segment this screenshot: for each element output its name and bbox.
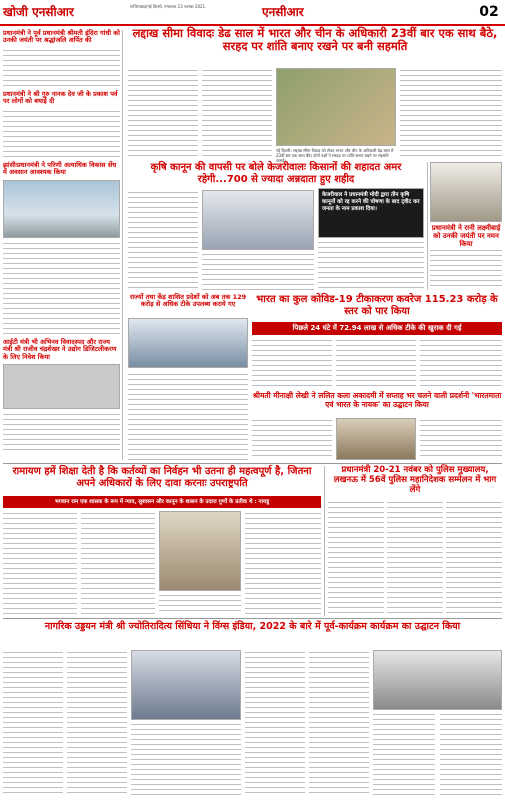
exhibition-photo xyxy=(336,418,416,460)
section-rule xyxy=(3,463,502,464)
kejriwal-headline: कृषि कानून की वापसी पर बोले केजरीवालः किसानों की शहादत अमर रहेगी...700 से ज्यादा अन्नदाता हुए शहीद xyxy=(150,162,402,185)
scindia-body xyxy=(67,650,127,796)
ramayan-body xyxy=(81,511,155,615)
event-photo xyxy=(3,364,120,409)
kejriwal-quote-box xyxy=(318,188,424,238)
ramayan-headline: रामायण हमें शिक्षा देती है कि कर्तव्यों का निर्वहन भी उतना ही महत्वपूर्ण है, जितना अपने अधिकारों के लिए दावा करनाः उपराष्ट्रपति xyxy=(12,466,312,489)
ramayan-subhead: भगवान राम एक शासक के रूप में न्याय, सुशासन और कानून के शासन के उदात्त गुणों के प्रतीक थे : नायडू xyxy=(3,496,321,508)
covid-body xyxy=(252,338,332,388)
covid-body xyxy=(336,338,416,388)
column-divider xyxy=(324,466,325,616)
scindia-body xyxy=(373,712,435,796)
helicopter-photo xyxy=(3,180,120,238)
lead-headline: लद्दाख सीमा विवादः डेढ साल में भारत और चीन के अधिकारी 23वीं बार एक साथ बैठे, सरहद पर शांति बनाए रखने पर बनी सहमति xyxy=(132,26,498,54)
scindia-body xyxy=(3,650,63,796)
police-body xyxy=(328,500,384,615)
column-divider xyxy=(427,162,428,290)
police-headline: प्रधानमंत्री 20-21 नवंबर को पुलिस मुख्यालय, लखनऊ में 56वें पुलिस महानिदेशक सम्मेलन में भाग लेंगे xyxy=(333,465,497,495)
modi-photo xyxy=(430,162,502,222)
laxmibai-body xyxy=(430,248,502,290)
scindia-headline: नागरिक उड्डयन मंत्री श्री ज्योतिरादित्य सिंधिया ने विंग्स इंडिया, 2022 के बारे में पूर्व-कार्यक्रम कार्यक्रम का उद्घाटन किया xyxy=(44,621,461,632)
ramayan-body xyxy=(245,511,321,615)
lead-body-col1 xyxy=(128,68,198,160)
article-body xyxy=(3,412,120,452)
photo-caption: नई दिल्ली। लद्दाख सीमा विवाद को लेकर भारत और चीन के अधिकारी डेढ़ साल में 23वीं बार एक साथ बैठे। दोनों पक्षों ने सरहद पर शांति बनाए रखने पर सहमति जताई। xyxy=(276,148,394,163)
masthead: खोजी एनसीआर xyxy=(3,5,74,19)
meeting-photo xyxy=(373,650,502,710)
vice-president-photo xyxy=(159,511,241,591)
section-rule xyxy=(3,618,502,619)
covid-headline: भारत का कुल कोविड-19 टीकाकरण कवरेज 115.23 करोड़ के स्तर को पार किया xyxy=(256,294,498,317)
kejriwal-body xyxy=(318,240,424,290)
left-column xyxy=(3,30,120,460)
exhibition-headline: श्रीमती मीनाक्षी लेखी ने ललित कला अकादमी में सप्ताह भर चलने वाली प्रदर्शनी 'भारतमाता एवं भारत के नायक' का उद्घाटन किया xyxy=(252,391,502,409)
exhibition-body xyxy=(420,418,502,460)
exhibition-body xyxy=(252,418,332,460)
section-title: एनसीआर xyxy=(262,5,304,19)
article-body xyxy=(3,109,120,159)
vaccine-photo xyxy=(128,318,248,368)
article-body xyxy=(3,48,120,88)
police-body xyxy=(446,500,502,615)
vaccine-headline: राज्यों तथा केंद्र शासित प्रदेशों को अब तक 129 करोड़ से अधिक टीके उपलब्ध कराये गए xyxy=(129,293,247,309)
lead-body-col3 xyxy=(400,68,502,160)
laxmibai-headline: प्रधानमंत्री ने रानी लक्ष्मीबाई को उनकी जयंती पर नमन किया xyxy=(431,224,501,249)
police-body xyxy=(387,500,443,615)
story-headline: प्रधानमंत्री ने श्री गुरु नानक देव जी के प्रकाश पर्व पर लोगों को बधाई दी xyxy=(3,89,118,106)
scindia-body xyxy=(131,722,241,796)
date-line: गाजियाबाद/नई दिल्ली, मंगलवार 23 नवम्बर 2021 xyxy=(130,4,206,9)
scindia-body xyxy=(245,650,305,796)
story-headline: प्रधानमंत्री ने पूर्व प्रधानमंत्री श्रीमती इंदिरा गांधी को उनकी जयंती पर श्रद्धांजलि अर्पित की xyxy=(3,29,120,45)
scindia-body xyxy=(440,712,502,796)
kejriwal-body xyxy=(128,190,198,290)
covid-subhead: पिछले 24 घंटे में 72.94 लाख से अधिक टीके की खुराक दी गई xyxy=(252,322,502,335)
story-headline: आईटी मंत्री भी अभिनव विवादस्पद और राज्य मंत्री श्री राजीव चंद्रशेखर ने उद्योग डिजिटलीकरण के लिए निवेश किया xyxy=(3,337,117,361)
vaccine-body xyxy=(128,372,248,460)
article-body xyxy=(3,241,120,336)
lead-body-col2 xyxy=(202,68,272,160)
scindia-body xyxy=(309,650,369,796)
border-meeting-photo xyxy=(276,68,396,146)
quote-text: केजरीवाल ने प्रधानमंत्री मोदी द्वारा तीन कृषि कानूनों को रद्द करने की घोषणा के बाद ट्वीट कर जनता के नाम प्रकाश दिया। xyxy=(322,192,420,212)
kejriwal-body xyxy=(202,252,314,290)
covid-body xyxy=(420,338,502,388)
page-number: 02 xyxy=(475,2,503,22)
kejriwal-photo xyxy=(202,190,314,250)
ramayan-body xyxy=(3,511,77,615)
ramayan-body xyxy=(159,593,241,615)
column-divider xyxy=(122,30,123,460)
scindia-photo xyxy=(131,650,241,720)
story-headline: झांसीःप्रधानमंत्री ने परिणी अत्याधिक विकास सेंध में अवसान आवश्यक किया xyxy=(3,160,117,177)
